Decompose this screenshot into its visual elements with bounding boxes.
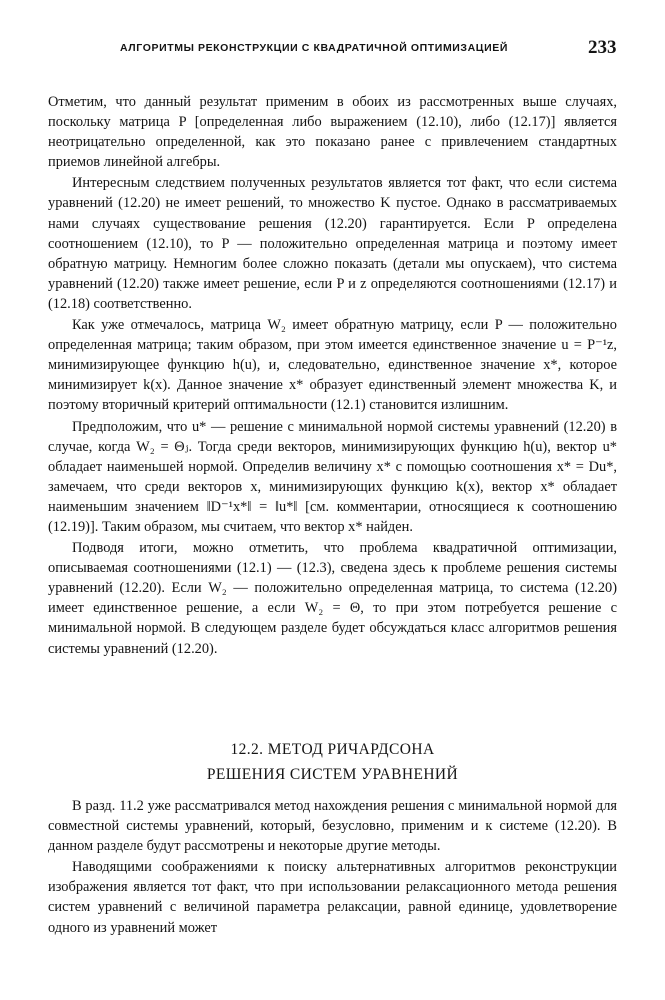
running-header-title: АЛГОРИТМЫ РЕКОНСТРУКЦИИ С КВАДРАТИЧНОЙ ОПТИМИЗАЦИЕЙ [120,42,508,54]
paragraph: Наводящими соображениями к поиску альтернативных алгоритмов реконструкции изображения является тот факт, что при использовании релаксационного метода решения систем уравнений с величиной параметра релаксации, равной единице, удовлетворение одного из уравнений может [48,859,617,936]
paragraph: Как уже отмечалось, матрица W₂ имеет обратную матрицу, если P — положительно определенная матрица; таким образом, при этом имеется единственное значение u = P⁻¹z, минимизирующее функцию h(u), и, следовательно, единственное значение x*, которое минимизирует k(x). Данное значение x* образует единственный элемент множества K, и поэтому вторичный критерий оптимальности (12.1) становится излишним. [48,317,617,414]
section-text-block [48,796,617,938]
paragraph: В разд. 11.2 уже рассматривался метод нахождения решения с минимальной нормой для совместной системы уравнений, который, безусловно, применим и к системе (12.20). В данном разделе будут рассмотрены и некоторые другие методы. [48,798,617,855]
section-heading-line: 12.2. МЕТОД РИЧАРДСОНА [230,741,435,758]
paragraph: Подводя итоги, можно отметить, что проблема квадратичной оптимизации, описываемая соотношениями (12.1) — (12.3), сведена здесь к проблеме решения системы уравнений (12.20). Если W₂ — положительно определенная матрица, то система (12.20) имеет единственное решение, а если W₂ = Θ, то при этом потребуется решение с минимальной нормой. В следующем разделе будет обсуждаться класс алгоритмов решения системы уравнений (12.20). [48,540,617,657]
paragraph: Интересным следствием полученных результатов является тот факт, что если система уравнений (12.20) не имеет решений, то множество K пустое. Однако в рассматриваемых нами случаях существование решения (12.20) гарантируется. Если P определена соотношением (12.10), то P — положительно определенная матрица и поэтому имеет обратную матрицу. Немногим более сложно показать (детали мы опускаем), что система уравнений (12.20) также имеет решение, если P и z определяются соотношениями (12.17) и (12.18) соответственно. [48,175,617,312]
paragraph: Предположим, что u* — решение с минимальной нормой системы уравнений (12.20) в случае, когда W₂ = Θⱼ. Тогда среди векторов, минимизирующих функцию h(u), вектор u* обладает наименьшей нормой. Определив величину x* с помощью соотношения x* = Du*, замечаем, что среди векторов x, минимизирующих функцию k(x), вектор x* обладает наименьшим значением ‖D⁻¹x*‖ = ‖u*‖ [см. комментарии, относящиеся к соотношению (12.19)]. Таким образом, мы считаем, что вектор x* найден. [48,418,617,535]
paragraph: Отметим, что данный результат применим в обоих из рассмотренных выше случаях, поскольку матрица P [определенная либо выражением (12.10), либо (12.17)] является неотрицательно определенной, как это показано ранее с привлечением стандартных приемов линейной алгебры. [48,94,617,171]
page-number: 233 [588,37,617,58]
main-text-block [48,92,617,659]
section-heading [48,737,617,787]
section-heading-line: РЕШЕНИЯ СИСТЕМ УРАВНЕНИЙ [206,766,459,783]
